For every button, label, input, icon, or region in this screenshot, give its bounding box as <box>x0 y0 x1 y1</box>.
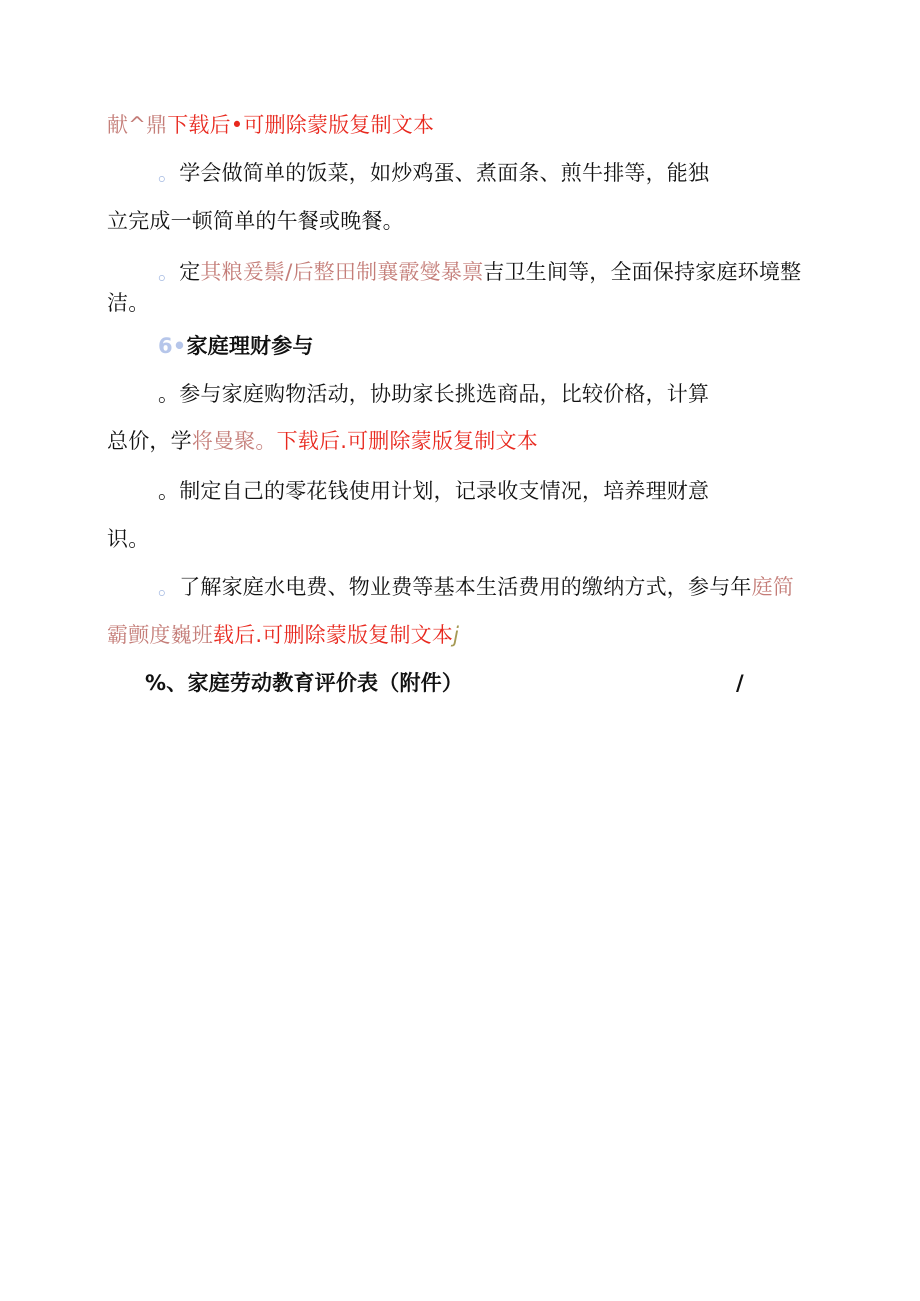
bullet-marker: 。 <box>158 260 180 284</box>
paragraph-text: 识。 <box>107 527 150 551</box>
section-heading-finance <box>158 331 314 361</box>
watermark-notice: 载后.可删除蒙版复制文本 <box>213 623 454 647</box>
garbled-text: 献^鼎 <box>107 113 168 137</box>
paragraph-text: 总价，学 <box>107 429 192 453</box>
paragraph-allowance-cont <box>107 524 149 554</box>
section-title: %、家庭劳动教育评价表（附件） <box>145 671 464 695</box>
watermark-notice: 下载后.可删除蒙版复制文本 <box>276 429 538 453</box>
paragraph-cleaning <box>158 257 801 287</box>
garbled-text: 其粮爰鬃/后整田制襄霰燮暴禀 <box>200 260 484 284</box>
section-title: 家庭理财参与 <box>186 334 314 358</box>
stray-glyph: / <box>736 671 744 695</box>
paragraph-text: 立完成一顿简单的午餐或晚餐。 <box>107 209 404 233</box>
paragraph-text: 定 <box>179 260 201 284</box>
paragraph-shopping-cont <box>107 426 538 456</box>
paragraph-text: 。参与家庭购物活动，协助家长挑选商品，比较价格，计算 <box>158 382 710 406</box>
stray-slash <box>736 668 744 698</box>
garbled-text: 将曼聚。 <box>191 429 277 453</box>
paragraph-text: 学会做简单的饭菜，如炒鸡蛋、煮面条、煎牛排等，能独 <box>179 161 710 185</box>
paragraph-utilities <box>158 572 794 602</box>
paragraph-cleaning-cont <box>107 288 149 318</box>
paragraph-cooking <box>158 158 709 188</box>
section-number: 6• <box>158 334 187 358</box>
watermark-line-2 <box>107 620 459 650</box>
paragraph-cooking-cont <box>107 206 404 236</box>
garbled-text: 霸颤度巍班 <box>107 623 213 647</box>
paragraph-text: 洁。 <box>107 291 150 315</box>
stray-glyph: j <box>453 623 460 647</box>
paragraph-text: 了解家庭水电费、物业费等基本生活费用的缴纳方式，参与年 <box>179 575 752 599</box>
section-heading-evaluation <box>145 668 463 698</box>
watermark-notice: 下载后•可删除蒙版复制文本 <box>167 113 435 137</box>
bullet-marker: 。 <box>158 161 180 185</box>
bullet-marker: 。 <box>158 575 180 599</box>
paragraph-allowance <box>158 476 709 506</box>
paragraph-text: 吉卫生间等，全面保持家庭环境整 <box>483 260 802 284</box>
watermark-line-1 <box>107 110 434 140</box>
paragraph-shopping <box>158 379 709 409</box>
paragraph-text: 。制定自己的零花钱使用计划，记录收支情况，培养理财意 <box>158 479 710 503</box>
garbled-text: 庭简 <box>751 575 795 599</box>
